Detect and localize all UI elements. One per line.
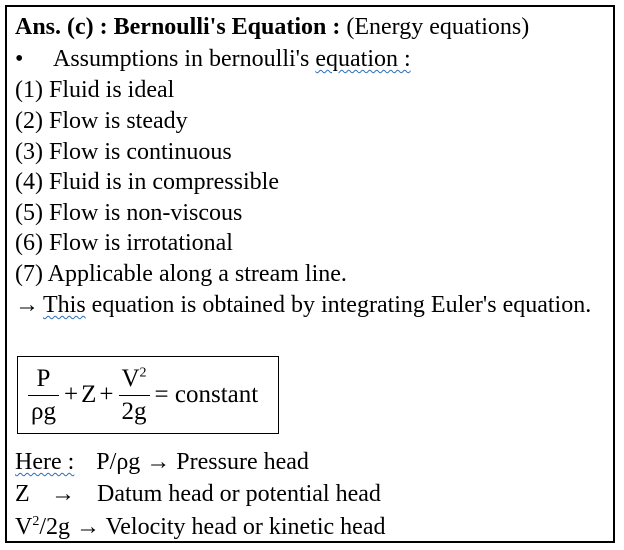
head-line-pressure: [15, 448, 309, 476]
bernoulli-equation: [26, 363, 261, 427]
superscript: 2: [32, 514, 40, 529]
fraction-numerator: P: [36, 364, 51, 392]
z-symbol: Z: [15, 481, 30, 507]
superscript: 2: [139, 365, 147, 381]
here-label: Here :: [15, 449, 75, 475]
velocity-fraction: [118, 365, 149, 426]
assumption-item: (4) Fluid is in compressible: [15, 169, 279, 195]
answer-box: [5, 5, 615, 543]
v-symbol: V: [15, 514, 33, 540]
fraction-denominator: ρg: [28, 395, 59, 426]
note-underlined: This: [43, 292, 86, 318]
assumptions-title-underlined: equation :: [315, 46, 411, 72]
euler-note: [15, 290, 605, 321]
assumption-item: (6) Flow is irrotational: [15, 230, 233, 256]
head-line-velocity: [15, 513, 385, 541]
plus-sign: +: [63, 381, 79, 408]
head-line-datum: [15, 480, 381, 508]
z-term: Z: [81, 381, 97, 408]
assumptions-title-text: Assumptions in bernoulli's: [53, 46, 316, 72]
right-arrow-icon: →: [15, 292, 39, 318]
equals-constant: = constant: [154, 381, 259, 408]
plus-sign: +: [99, 381, 114, 408]
note-text: equation is obtained by integrating Euler's equation.: [85, 292, 592, 318]
heading-bold: Ans. (c) : Bernoulli's Equation :: [15, 14, 341, 40]
fraction-denominator: 2g: [119, 395, 150, 426]
heading-normal: (Energy equations): [340, 14, 530, 40]
velocity-head-text: /2g → Velocity head or kinetic head: [39, 514, 386, 540]
pressure-fraction: [28, 365, 59, 426]
datum-head-text: Datum head or potential head: [97, 481, 381, 507]
heading: [15, 13, 529, 41]
pressure-head-text: P/ρg → Pressure head: [96, 449, 309, 475]
assumptions-title: [15, 45, 411, 73]
assumption-item: (3) Flow is continuous: [15, 139, 232, 165]
equation-box: [17, 356, 279, 434]
assumption-item: (1) Fluid is ideal: [15, 77, 175, 103]
right-arrow-icon: →: [51, 481, 75, 507]
v-symbol: V: [121, 364, 140, 392]
assumption-item: (2) Flow is steady: [15, 108, 188, 134]
bullet-icon: •: [15, 46, 24, 72]
assumption-item: (5) Flow is non-viscous: [15, 200, 243, 226]
assumption-item: (7) Applicable along a stream line.: [15, 261, 347, 287]
fraction-numerator: [118, 365, 149, 395]
